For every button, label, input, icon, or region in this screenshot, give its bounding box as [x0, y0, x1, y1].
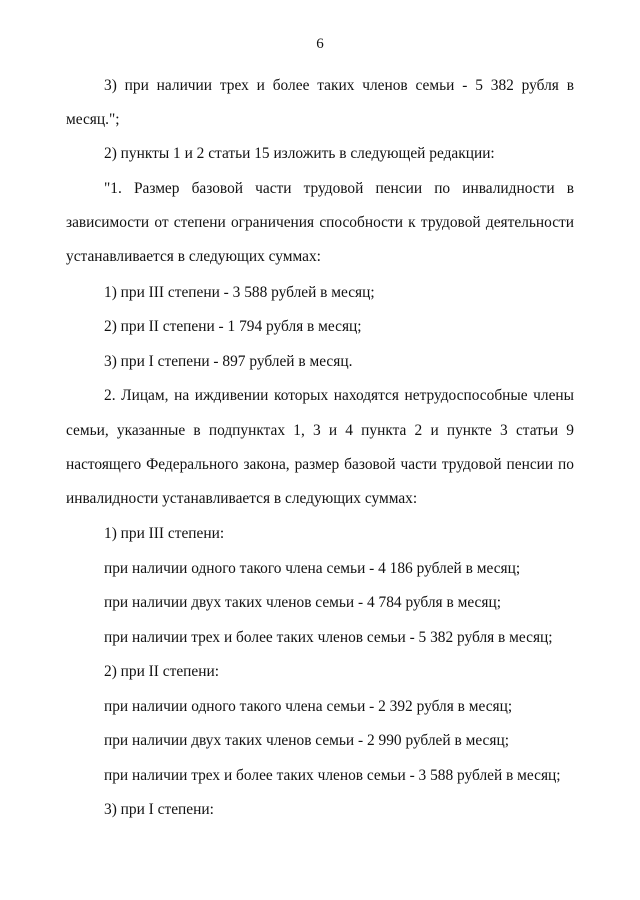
text-line: при наличии одного такого члена семьи - 2 392 рубля в месяц; — [104, 698, 513, 715]
text-line: при наличии двух таких членов семьи - 4 784 рубля в месяц; — [104, 594, 501, 611]
text-line: при наличии двух таких членов семьи - 2 990 рублей в месяц; — [104, 732, 509, 749]
text-line: 1) при III степени - 3 588 рублей в месяц; — [104, 284, 375, 301]
text-line: 1) при III степени: — [104, 525, 225, 542]
text-line: 2) при II степени: — [104, 663, 219, 680]
text-line: 2) пункты 1 и 2 статьи 15 изложить в следующей редакции: — [104, 145, 495, 162]
text-line: 2) при II степени - 1 794 рубля в месяц; — [104, 318, 362, 335]
text-line: 3) при I степени: — [104, 801, 214, 818]
text-line: месяц."; — [66, 111, 120, 128]
text-line: инвалидности устанавливается в следующих суммах: — [66, 490, 418, 507]
text-line: устанавливается в следующих суммах: — [66, 248, 321, 265]
text-line: при наличии трех и более таких членов семьи - 3 588 рублей в месяц; — [104, 767, 561, 784]
text-line: "1. Размер базовой части трудовой пенсии по инвалидности в — [104, 180, 574, 197]
text-line: 2. Лицам, на иждивении которых находятся нетрудоспособные члены — [104, 387, 574, 404]
text-line: при наличии одного такого члена семьи - 4 186 рублей в месяц; — [104, 560, 521, 577]
text-line: настоящего Федерального закона, размер базовой части трудовой пенсии по — [66, 456, 574, 473]
text-line: при наличии трех и более таких членов семьи - 5 382 рубля в месяц; — [104, 629, 553, 646]
text-line: 3) при наличии трех и более таких членов семьи - 5 382 рубля в — [104, 77, 574, 94]
text-line: семьи, указанные в подпунктах 1, 3 и 4 пункта 2 и пункте 3 статьи 9 — [66, 422, 574, 439]
page-number: 6 — [316, 36, 324, 52]
text-line: 3) при I степени - 897 рублей в месяц. — [104, 353, 353, 370]
text-line: зависимости от степени ограничения способности к трудовой деятельности — [66, 214, 574, 231]
